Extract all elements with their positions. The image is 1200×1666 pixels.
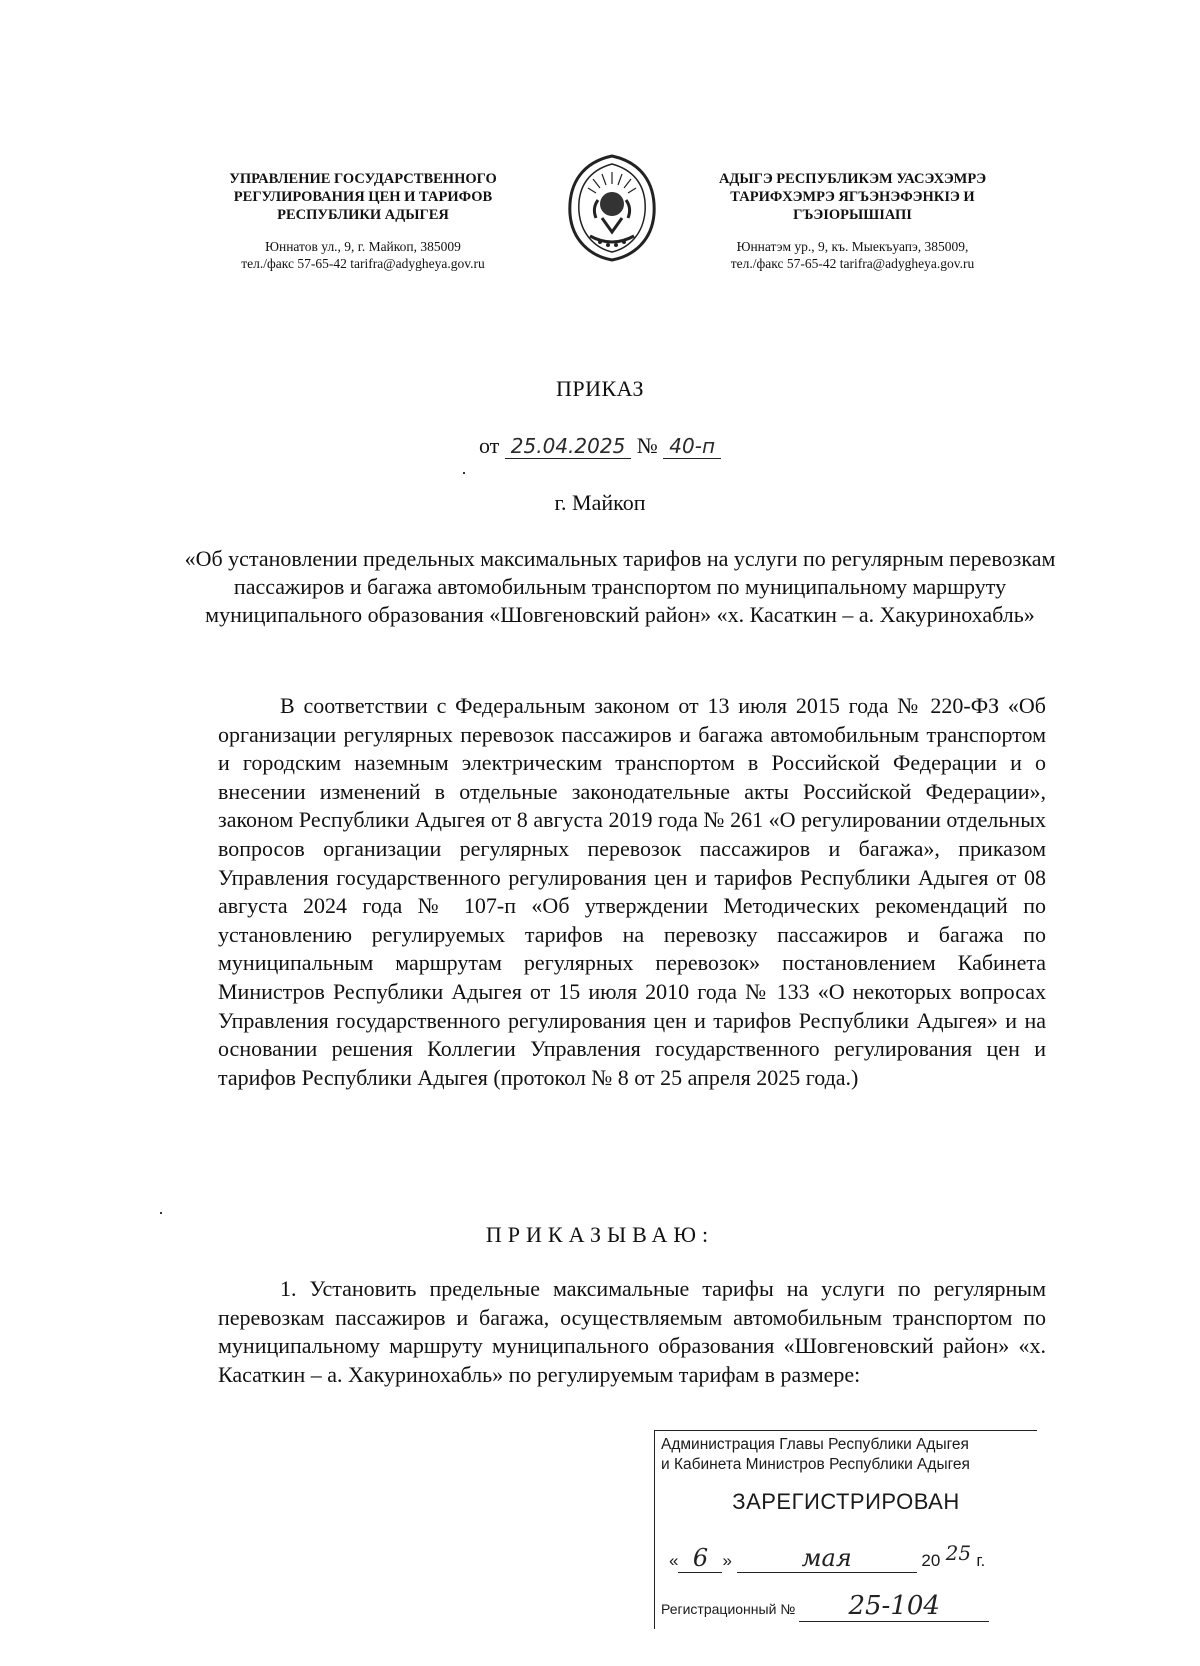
contact-line: тел./факс 57-65-42 tarifra@adygheya.gov.ru [730,256,975,271]
order-subject: «Об установлении предельных максимальных тарифов на услуги по регулярным перевозкам пассажиров и багажа автомобильным транспортом по муниципальному маршруту муниципального образования «Шовгеновский район» «х. Касаткин – а. Хакуринохабль» [184,546,1056,627]
header-right [680,170,1025,272]
org-name-ady-line1: АДЫГЭ РЕСПУБЛИКЭМ УАСЭХЭМРЭ [718,171,987,187]
coat-of-arms-icon [562,152,662,262]
scan-speck [463,472,465,474]
address-line: Юннатов ул., 9, г. Майкоп, 385009 [265,239,461,254]
handwritten-day: 6 [678,1544,722,1573]
stamp-authority-line1: Администрация Главы Республики Адыгея [661,1436,969,1453]
preamble-paragraph: В соответствии с Федеральным законом от 13 июля 2015 года № 220-ФЗ «Об организации регулярных перевозок пассажиров и багажа автомобильным транспортом и городским наземным электрическим транспортом в Российской Федерации и о внесении изменений в отдельные законодательные акты Российской Федерации», законом Республики Адыгея от 8 августа 2019 года № 261 «О регулировании отдельных вопросов организации регулярных перевозок пассажиров и багажа», приказом Управления государственного регулирования цен и тарифов Республики Адыгея от 08 августа 2024 года № 107-п «Об утверждении Методических рекомендаций по установлению регулируемых тарифов на перевозку пассажиров и багажа по муниципальным маршрутам регулярных перевозок» постановлением Кабинета Министров Республики Адыгея от 15 июля 2010 года № 133 «О некоторых вопросах Управления государственного регулирования цен и тарифов Республики Адыгея» и на основании решения Коллегии Управления государственного регулирования цен и тарифов Республики Адыгея (протокол № 8 от 25 апреля 2025 года.) [218,693,1046,1090]
year-prefix: 20 [921,1551,941,1570]
stamp-registration-number [661,1591,1033,1622]
reg-number-label: Регистрационный № [661,1601,796,1617]
org-name-ru-line1: УПРАВЛЕНИЕ ГОСУДАРСТВЕННОГО [229,171,497,187]
org-name-ady-line3: ГЪЭIОРЫШIАПI [793,207,912,223]
org-address-ru [198,238,528,272]
stamp-registered: ЗАРЕГИСТРИРОВАН [732,1489,960,1514]
handwritten-date: 25.04.2025 [505,434,632,459]
handwritten-year: 25 [945,1541,972,1565]
handwritten-reg-number: 25-104 [799,1591,989,1622]
org-name-ady-line2: ТАРИФХЭМРЭ ЯГЪЭНЭФЭНКIЭ И [730,189,975,205]
year-suffix: г. [976,1551,986,1570]
order-directive-heading: ПРИКАЗЫВАЮ: [485,1222,715,1247]
header-left [198,170,528,272]
org-name-ru-line2: РЕГУЛИРОВАНИЯ ЦЕН И ТАРИФОВ [233,189,493,205]
date-prefix: от [478,433,500,458]
quote-open: « [669,1551,679,1570]
order-date-number [0,433,1200,459]
city: г. Майкоп [554,490,646,515]
address-line: Юннатэм ур., 9, къ. Мыекъуапэ, 385009, [736,239,969,254]
order-clause-1: 1. Установить предельные максимальные тарифы на услуги по регулярным перевозкам пассажиров и багажа, осуществляемым автомобильным транспортом по муниципальному маршруту муниципального образования «Шовгеновский район» «х. Касаткин – а. Хакуринохабль» по регулируемым тарифам в размере: [218,1276,1046,1387]
registration-stamp [654,1430,1037,1629]
scan-speck [160,1212,162,1214]
document-title: ПРИКАЗ [555,376,645,401]
handwritten-month: мая [737,1544,917,1573]
org-address-ady [680,238,1025,272]
contact-line: тел./факс 57-65-42 tarifra@adygheya.gov.ru [241,256,485,271]
number-prefix: № [636,433,658,458]
stamp-date [669,1541,1029,1573]
org-name-ru-line3: РЕСПУБЛИКИ АДЫГЕЯ [277,207,449,223]
handwritten-number: 40-п [663,434,721,459]
quote-close: » [722,1551,732,1570]
stamp-authority-line2: и Кабинета Министров Республики Адыгея [661,1456,970,1473]
